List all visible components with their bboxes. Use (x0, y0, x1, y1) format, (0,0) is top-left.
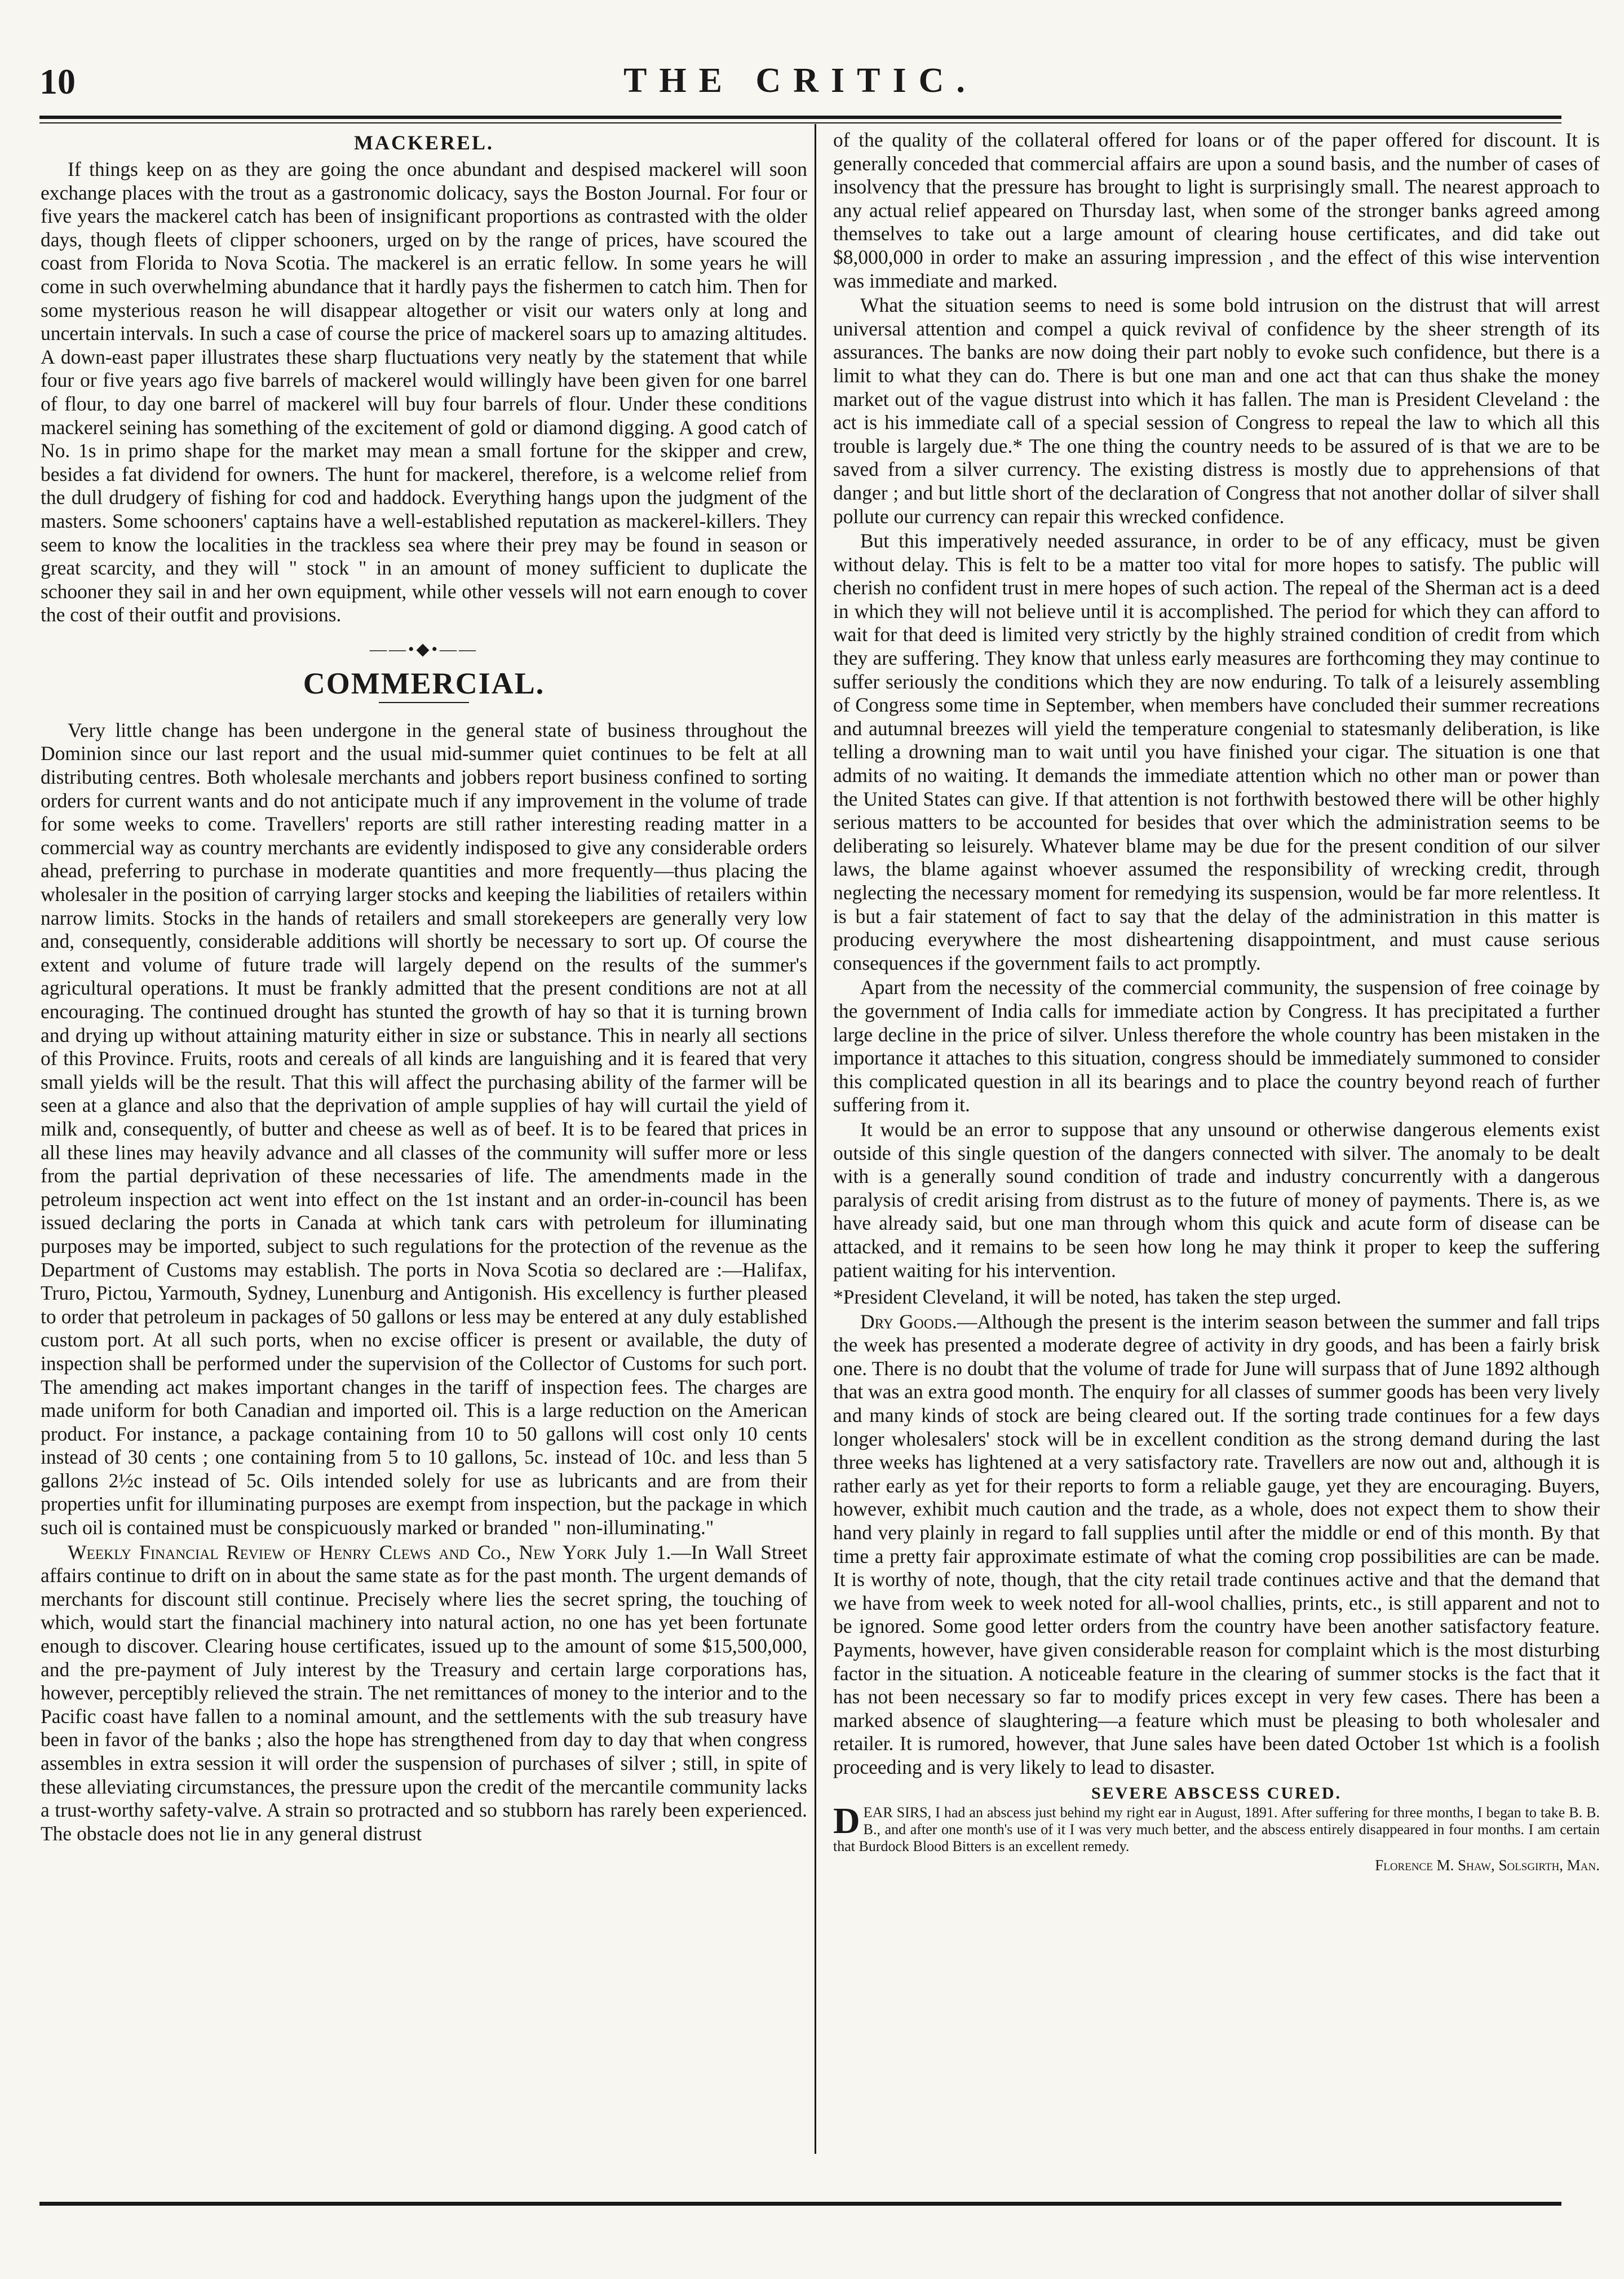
header-rule (39, 116, 1561, 123)
advertisement-text (833, 1800, 1600, 1855)
commercial-title: COMMERCIAL. (303, 666, 545, 700)
masthead: THE CRITIC. (623, 61, 977, 100)
section-ornament: ——•◆•—— (369, 639, 479, 659)
right-column (833, 129, 1600, 2164)
advertisement-title: SEVERE ABSCESS CURED. (1091, 1783, 1342, 1803)
mackerel-paragraph: If things keep on as they are going the once abundant and despised mackerel will soon exchange places with the trout as a gastronomic dolicacy, says the Boston Journal. For four or five years the mackerel catch has been of insignificant proportions as contrasted with the older days, though fleets of clipper schooners, urged on by the range of prices, have scoured the coast from Florida to Nova Scotia. The mackerel is an erratic fellow. In some years he will come in such overwhelming abundance that it hardly pays the fishermen to catch him. Then for some mysterious reason he will disappear altogether or visit our waters only at long and uncertain intervals. In such a case of course the price of mackerel soars up to amazing altitudes. A down-east paper illustrates these sharp fluctuations very neatly by the statement that while four or five years ago five barrels of mackerel would willingly have been given for one barrel of flour, to day one barrel of mackerel will buy four barrels of flour. Under these conditions mackerel seining has something of the excitement of gold or diamond digging. A good catch of No. 1s in primo shape for the market may mean a small fortune for the skipper and crew, besides a fat dividend for owners. The hunt for mackerel, therefore, is a welcome relief from the dull drudgery of fishing for cod and haddock. Everything hangs upon the judgment of the masters. Some schooners' captains have a well-established reputation as mackerel-killers. They seem to know the localities in the trackless sea where their prey may be found in season or great scarcity, and they will " stock " in an amount of money sufficient to duplicate the schooner they sail in and her own equipment, while other vessels will not earn enough to cover the cost of their outfit and provisions. (41, 158, 807, 626)
dry-goods-text: —Although the present is the interim season between the summer and fall trips the week has presented a moderate degree of activity in dry goods, and has been a fairly brisk one. There is no doubt that the volume of trade for June will surpass that of June 1892 although that was an extra good month. The enquiry for all classes of summer goods has been very lively and many kinds of stock are being cleared out. If the sorting trade continues for a few days longer wholesalers' stock will be in excellent condition as the strong demand during the last three weeks has lightened at a very satisfactory rate. Travellers are now out and, although it is rather early as yet for their reports to form a reliable gauge, yet they are encouraging. Buyers, however, exhibit much caution and the trade, as a whole, does not expect them to show their hand very plainly in regard to fall supplies until after the middle or end of this month. By that time a pretty fair approximate estimate of what the coming crop possibilities are can be made. It is worthy of note, though, that the city retail trade continues active and that the demand that we have from week to week noted for all-wool challies, prints, etc., is still apparent and not to be ignored. Some good letter orders from the country have been another satisfactory feature. Payments, however, have given considerable reason for complaint which is the most disturbing factor in the situation. A noticeable feature in the clearing of summer stocks is the fact that it has not been necessary so far to modify prices except in very few cases. There has been a marked absence of slaughtering—a feature which must be pleasing to both wholesaler and retailer. It is rumored, however, that June sales have been dated October 1st which is a foolish proceeding and is very likely to lead to disaster. (833, 1310, 1600, 1778)
footnote: *President Cleveland, it will be noted, has taken the step urged. (833, 1286, 1342, 1309)
commercial-paragraph-3: of the quality of the collateral offered for loans or of the paper offered for discount. It is generally conceded that commercial affairs are upon a sound basis, and the number of cases of insolvency that the pressure has brought to light is surprisingly small. The nearest approach to any actual relief appeared on Thursday last, when some of the stronger banks agreed among themselves to take out a large amount of clearing house certificates, and did take out $8,000,000 in order to make an assuring impression , and the effect of this wise intervention was immediate and marked. (833, 129, 1600, 292)
commercial-paragraph-6: Apart from the necessity of the commercial community, the suspension of free coinage by the government of India calls for immediate action by Congress. It has precipitated a further large decline in the price of silver. Unless therefore the whole country has been mistaken in the importance it attaches to this situation, congress should be immediately summoned to consider this complicated question in all its bearings and to place the country beyond reach of further suffering from it. (833, 976, 1600, 1116)
page-number: 10 (39, 61, 76, 101)
advertisement-body: EAR SIRS, I had an abscess just behind my right ear in August, 1891. After suffering for three months, I began to take B. B. B., and after one month's use of it I was very much better, and the abscess entirely disappeared in four months. I am certain that Burdock Blood Bitters is an excellent remedy. (833, 1804, 1600, 1854)
commercial-paragraph-7: It would be an error to suppose that any unsound or otherwise dangerous elements exist outside of this single question of the dangers connected with silver. The anomaly to be dealt with is a generally sound condition of trade and industry concurrently with a dangerous paralysis of credit arising from distrust as to the future of money of payments. There is, as we have already said, but one man through whom this quick and acute form of disease can be attacked, and it remains to be seen how long he may think it proper to keep the suffering patient waiting for his intervention. (833, 1118, 1600, 1282)
mackerel-title: MACKEREL. (353, 131, 494, 154)
advertisement-signature: Florence M. Shaw, Solsgirth, Man. (1375, 1856, 1600, 1874)
commercial-paragraph-1: Very little change has been undergone in the general state of business throughout the Dominion since our last report and the usual mid-summer quiet continues to be felt at all distributing centres. Both wholesale merchants and jobbers report business confined to sorting orders for current wants and do not anticipate much if any improvement in the volume of trade for some weeks to come. Travellers' reports are still rather interesting reading matter in a commercial way as country merchants are evidently indisposed to give any considerable orders ahead, preferring to purchase in moderate quantities and more frequently—thus placing the wholesaler in the position of carrying larger stocks and keeping the liabilities of retailers within narrow limits. Stocks in the hands of retailers and small storekeepers are generally very low and, consequently, considerable additions will shortly be necessary to sort up. Of course the extent and volume of future trade will largely depend on the results of the summer's agricultural operations. It must be frankly admitted that the present conditions are not at all encouraging. The continued drought has stunted the growth of hay so that it is turning brown and drying up without attaining maturity either in size or substance. This in nearly all sections of this Province. Fruits, roots and cereals of all kinds are languishing and it is feared that very small yields will be the result. That this will affect the purchasing ability of the farmer will be seen at a glance and also that the deprivation of ample supplies of hay will curtail the yield of milk and, consequently, of butter and cheese as well as of beef. It is to be feared that prices in all these lines may heavily advance and all classes of the community will suffer more or less from the partial deprivation of these necessaries of life. The amendments made in the petroleum inspection act went into effect on the 1st instant and an order-in-council has been issued declaring the ports in Canada at which tank cars with petroleum for illuminating purposes may be imported, subject to such regulations for the protection of the revenue as the Department of Customs may establish. The ports in Nova Scotia so declared are :—Halifax, Truro, Pictou, Yarmouth, Sydney, Lunenburg and Antigonish. His excellency is further pleased to order that petroleum in packages of 50 gallons or less may be entered at any duly established custom port. At all such ports, when no excise officer is present or available, the duty of inspection shall be performed under the supervision of the Collector of Customs for such port. The amending act makes important changes in the tariff of inspection fees. The charges are made uniform for both Canadian and imported oil. This is a large reduction on the American product. For instance, a package containing from 10 to 50 gallons will cost only 10 cents instead of 30 cents ; one containing from 5 to 10 gallons, 5c. instead of 10c. and less than 5 gallons 2½c instead of 5c. Oils intended solely for use as lubricants and are from their properties unfit for illuminating purposes are exempt from inspection, but the package in which such oil is contained must be conspicuously marked or branded " non-illuminating." (41, 718, 807, 1539)
dry-goods-paragraph (833, 1310, 1600, 1779)
title-rule (379, 702, 469, 703)
bottom-rule (39, 2202, 1561, 2206)
financial-review-paragraph (41, 1541, 807, 1846)
financial-review-text: July 1.—In Wall Street affairs continue to drift on in about the same state as for the past month. The urgent demands of merchants for discount still continue. Precisely where lies the secret spring, the touching of which, would start the financial machinery into natural action, no one has yet been fortunate enough to discover. Clearing house certificates, issued up to the amount of some $15,500,000, and the pre-payment of July interest by the Treasury and certain large corporations has, however, perceptibly relieved the strain. The net remittances of money to the interior and to the Pacific coast have fallen to a nominal amount, and the settlements with the sub treasury have been in favor of the banks ; also the hope has strengthened from day to day that when congress assembles in extra session it will order the suspension of purchases of silver ; still, in spite of these alleviating circumstances, the pressure upon the credit of the mercantile community lacks a trust-worthy safety-valve. A strain so protracted and so stubborn has rarely been experienced. The obstacle does not lie in any general distrust (41, 1540, 807, 1845)
page-header (39, 61, 1561, 106)
commercial-paragraph-4: What the situation seems to need is some bold intrusion on the distrust that will arrest universal attention and compel a quick revival of confidence by the sheer strength of its assurances. The banks are now doing their part nobly to evoke such confidence, but there is a limit to what they can do. There is but one man and one act that can thus shake the money market out of the vague distrust into which it has fallen. The man is President Cleveland : the act is his immediate call of a special session of Congress to repeal the law to which all this trouble is largely due.* The one thing the country needs to be assured of is that we are to be saved from a silver currency. The existing distress is mostly due to apprehensions of that danger ; and but little short of the declaration of Congress that not another dollar of silver shall pollute our currency can repair this wrecked confidence. (833, 294, 1600, 528)
financial-review-lead: Weekly Financial Review of Henry Clews and Co., New York (68, 1540, 607, 1564)
commercial-paragraph-5: But this imperatively needed assurance, in order to be of any efficacy, must be given without delay. This is felt to be a matter too vital for more hopes to satisfy. The public will cherish no confident trust in mere hopes of such action. The repeal of the Sherman act is a deed in which they will not believe until it is accomplished. The period for which they can afford to wait for that deed is limited very strictly by the highly strained condition of credit from which they are suffering. They know that unless early measures are forthcoming they may continue to suffer seriously the conditions which they are now enduring. To talk of a leisurely assembling of Congress some time in September, when members have concluded their summer recreations and autumnal breezes will yield the temperature congenial to statesmanly deliberation, is like telling a drowning man to wait until you have finished your cigar. The situation is one that admits of no waiting. It demands the immediate attention which no other man or power than the United States can give. If that attention is not forthwith bestowed there will be other highly serious matters to be accounted for besides that over which the administration seems to be deliberating so leisurely. Whatever blame may be due for the present condition of our silver laws, the blame against whoever assumed the responsibility of wrecking credit, through neglecting the necessary moment for remedying its suspension, would be far more relentless. It is but a fair statement of fact to say that the delay of the administration in this matter is producing everywhere the most disheartening disappointment, and must cause serious consequences if the government fails to act promptly. (833, 529, 1600, 974)
dry-goods-lead: Dry Goods. (860, 1310, 957, 1333)
left-column (41, 129, 807, 2164)
dropcap-letter: D (833, 1800, 860, 1841)
column-divider (815, 124, 816, 2154)
